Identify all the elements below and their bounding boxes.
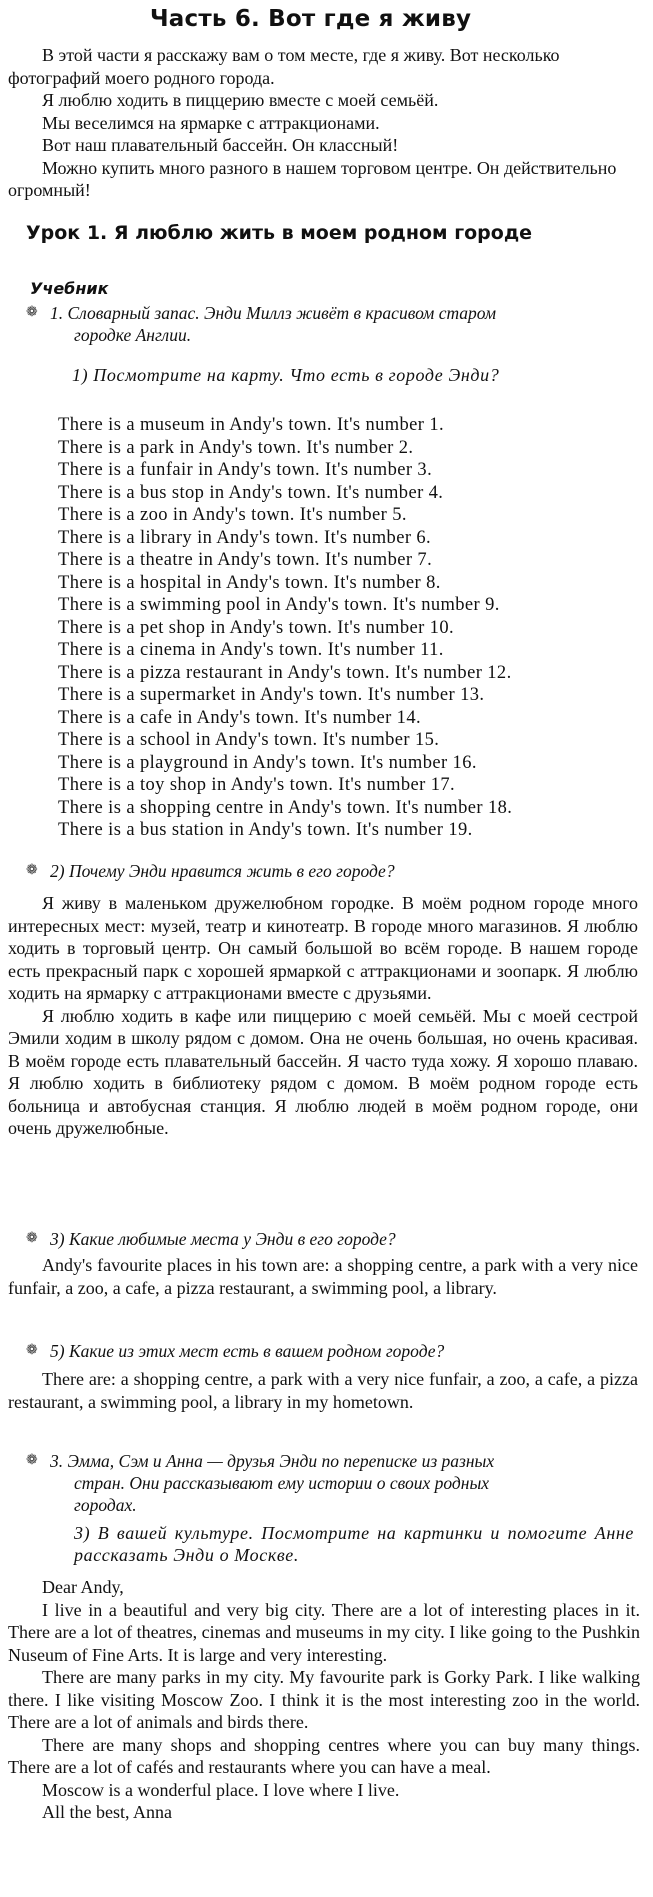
answer-paragraph: Я люблю ходить в кафе или пиццерию с моей семьёй. Мы с моей сестрой Эмили ходим в школу рядом с домом. Она не очень большая, но очень красивая. В моём городе есть плавательный бассейн. Я часто туда хожу. Я хорошо плаваю. Я люблю ходить в библиотеку рядом с домом. В моём родном городе есть больница и автобусная станция. Я люблю людей в моём родном городе, они очень дружелюбные. <box>8 1005 638 1138</box>
question-3: 3) Какие любимые места у Энди в его городе? <box>50 1229 396 1249</box>
exercise-1-line: городке Англии. <box>74 325 192 345</box>
exercise-3-line: стран. Они рассказывают ему истории о своих родных <box>74 1473 490 1493</box>
question-5: 5) Какие из этих мест есть в вашем родном городе? <box>50 1341 445 1361</box>
question-2-answer <box>8 892 638 1140</box>
part-title: Часть 6. Вот где я живу <box>150 6 472 32</box>
list-item: There is a bus stop in Andy's town. It's number 4. <box>58 482 444 503</box>
question-3-answer <box>8 1254 638 1299</box>
list-item: There is a pizza restaurant in Andy's town. It's number 12. <box>58 662 512 683</box>
answer-paragraph: Andy's favourite places in his town are: a shopping centre, a park with a very nice funfair, a zoo, a cafe, a pizza restaurant, a swimming pool, a library. <box>8 1255 638 1298</box>
question-2-heading <box>26 860 638 882</box>
list-item: There is a playground in Andy's town. It's number 16. <box>58 752 477 773</box>
flower-bullet-icon: ❁ <box>26 1453 38 1468</box>
list-item: There is a bus station in Andy's town. It's number 19. <box>58 820 473 840</box>
intro-text <box>8 44 633 202</box>
section-label: Учебник <box>30 279 109 298</box>
town-places-list <box>58 414 512 842</box>
exercise-3-question: 3) В вашей культуре. Посмотрите на картинки и помогите Анне рассказать Энди о Москве. <box>74 1523 634 1565</box>
question-1: 1) Посмотрите на карту. Что есть в городе Энди? <box>72 365 500 385</box>
letter-greeting: Dear Andy, <box>42 1577 124 1597</box>
exercise-1-heading <box>26 302 638 346</box>
intro-paragraph: Можно купить много разного в нашем торговом центре. Он действительно огромный! <box>8 157 617 200</box>
list-item: There is a theatre in Andy's town. It's number 7. <box>58 550 433 570</box>
answer-paragraph: There are: a shopping centre, a park with a very nice funfair, a zoo, a cafe, a pizza restaurant, a swimming pool, a library in my hometown. <box>8 1369 638 1412</box>
list-item: There is a museum in Andy's town. It's number 1. <box>58 415 445 435</box>
exercise-3-heading <box>26 1450 638 1516</box>
list-item: There is a pet shop in Andy's town. It's number 10. <box>58 617 454 638</box>
question-3-heading <box>26 1228 638 1250</box>
letter-closing: All the best, Anna <box>42 1802 172 1822</box>
list-item: There is a funfair in Andy's town. It's number 3. <box>58 460 433 480</box>
list-item: There is a zoo in Andy's town. It's number 5. <box>58 505 407 525</box>
lesson-title: Урок 1. Я люблю жить в моем родном городе <box>26 222 533 244</box>
flower-bullet-icon: ❁ <box>26 1343 38 1358</box>
list-item: There is a library in Andy's town. It's number 6. <box>58 527 432 548</box>
letter <box>8 1576 640 1824</box>
list-item: There is a cinema in Andy's town. It's number 11. <box>58 640 444 660</box>
list-item: There is a cafe in Andy's town. It's number 14. <box>58 707 422 728</box>
flower-bullet-icon: ❁ <box>26 1231 38 1246</box>
exercise-3-line: 3. Эмма, Сэм и Анна — друзья Энди по переписке из разных <box>50 1451 495 1471</box>
answer-paragraph: Я живу в маленьком дружелюбном городке. В моём родном городе много интересных мест: музей, театр и кинотеатр. В городе много магазинов. Я люблю ходить в торговый центр. Он самый большой во всём городе. В нашем городе есть прекрасный парк с хорошей ярмаркой с аттракционами и зоопарк. Я люблю ходить на ярмарку с аттракционами вместе с друзьями. <box>8 893 638 1003</box>
question-2: 2) Почему Энди нравится жить в его городе? <box>50 861 395 881</box>
list-item: There is a supermarket in Andy's town. It's number 13. <box>58 685 485 705</box>
intro-paragraph: Я люблю ходить в пиццерию вместе с моей семьёй. <box>42 90 439 110</box>
question-5-heading <box>26 1340 638 1362</box>
flower-bullet-icon: ❁ <box>26 863 38 878</box>
list-item: There is a park in Andy's town. It's number 2. <box>58 437 414 458</box>
letter-paragraph: There are many parks in my city. My favourite park is Gorky Park. I like walking there. I like visiting Moscow Zoo. I think it is the most interesting zoo in the world. There are a lot of animals and birds there. <box>8 1667 640 1732</box>
intro-paragraph: В этой части я расскажу вам о том месте, где я живу. Вот несколько фотографий моего родного города. <box>8 45 560 88</box>
exercise-1-line: 1. Словарный запас. Энди Миллз живёт в красивом старом <box>50 303 497 323</box>
list-item: There is a hospital in Andy's town. It's number 8. <box>58 572 441 593</box>
intro-paragraph: Мы веселимся на ярмарке с аттракционами. <box>42 112 380 133</box>
list-item: There is a shopping centre in Andy's town. It's number 18. <box>58 797 513 818</box>
list-item: There is a swimming pool in Andy's town. It's number 9. <box>58 595 500 615</box>
exercise-3-line: городах. <box>74 1495 137 1515</box>
question-5-answer <box>8 1368 638 1413</box>
letter-paragraph: Moscow is a wonderful place. I love where I live. <box>42 1779 400 1800</box>
flower-bullet-icon: ❁ <box>26 305 38 320</box>
letter-paragraph: I live in a beautiful and very big city. There are a lot of interesting places in it. There are a lot of theatres, cinemas and museums in my city. I like going to the Pushkin Nuseum of Fine Arts. It is large and very interesting. <box>8 1599 640 1665</box>
intro-paragraph: Вот наш плавательный бассейн. Он классный! <box>42 135 399 155</box>
list-item: There is a toy shop in Andy's town. It's number 17. <box>58 775 456 795</box>
list-item: There is a school in Andy's town. It's number 15. <box>58 730 440 750</box>
letter-paragraph: There are many shops and shopping centres where you can buy many things. There are a lot of cafés and restaurants where you can have a meal. <box>8 1734 640 1777</box>
